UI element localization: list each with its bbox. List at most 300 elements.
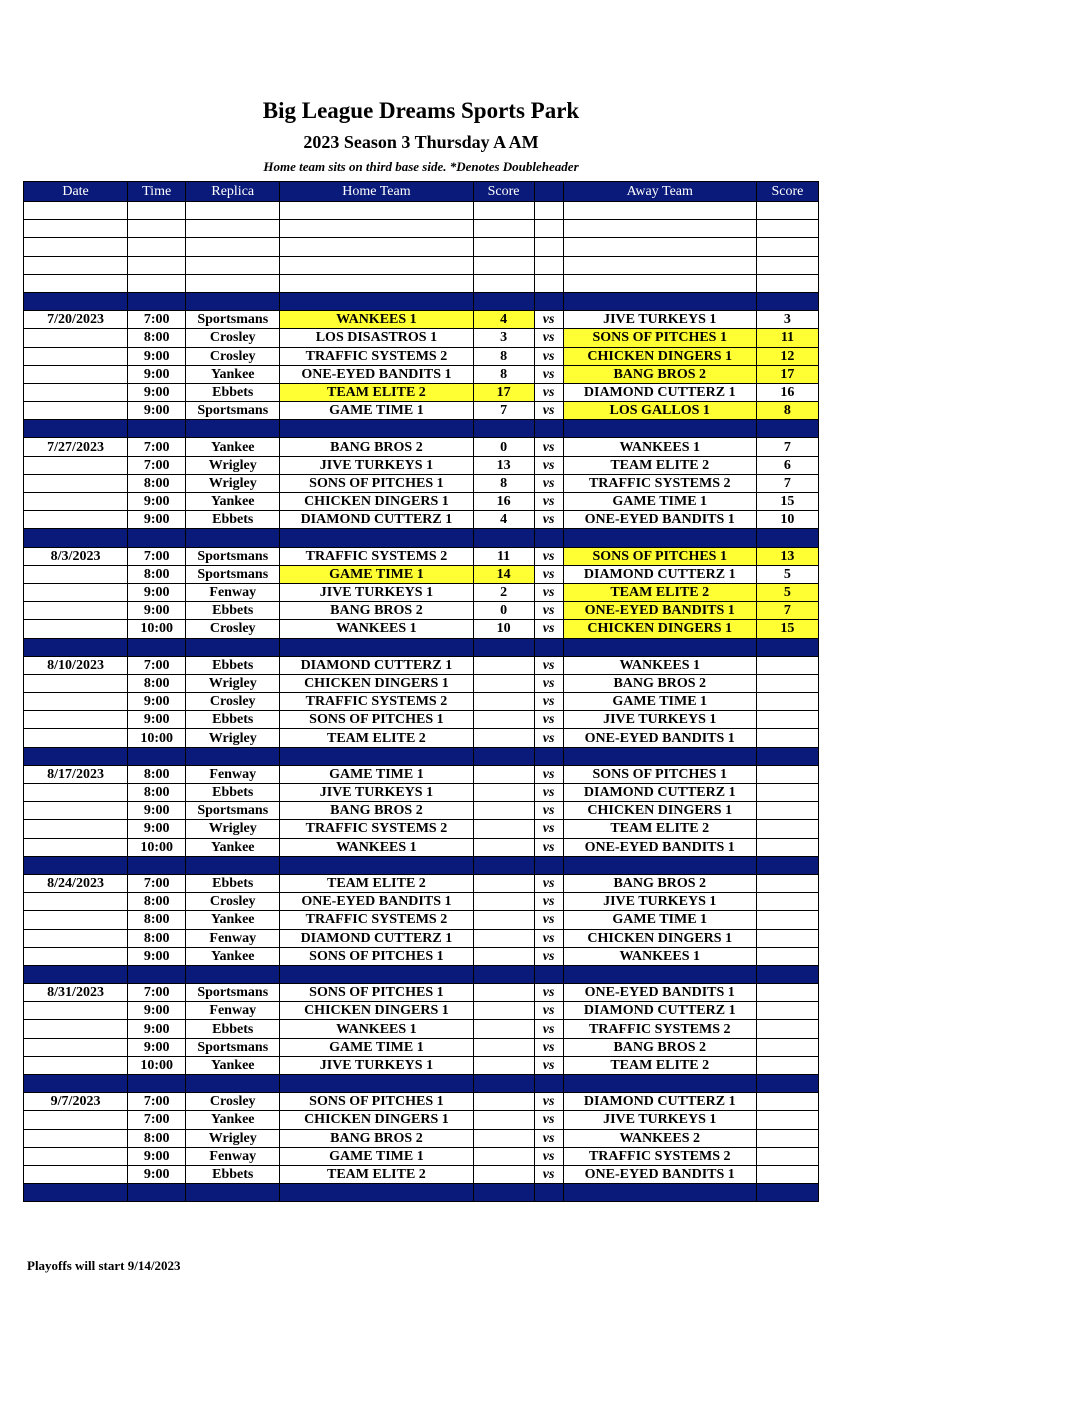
away-team-cell: LOS GALLOS 1	[563, 402, 756, 420]
game-row	[24, 347, 819, 365]
week-separator	[24, 292, 819, 310]
separator-cell	[563, 292, 756, 310]
separator-cell	[473, 529, 534, 547]
away-score-cell: 6	[756, 456, 818, 474]
date-cell	[24, 674, 128, 692]
replica-cell: Ebbets	[186, 1165, 280, 1183]
replica-cell: Crosley	[186, 329, 280, 347]
separator-cell	[24, 638, 128, 656]
away-score-cell: 17	[756, 365, 818, 383]
separator-cell	[280, 1184, 473, 1202]
blank-cell	[280, 256, 473, 274]
game-row	[24, 474, 819, 492]
replica-cell: Yankee	[186, 838, 280, 856]
home-score-cell	[473, 1056, 534, 1074]
away-score-cell	[756, 911, 818, 929]
date-cell	[24, 329, 128, 347]
home-score-cell	[473, 656, 534, 674]
separator-cell	[186, 747, 280, 765]
blank-cell	[473, 220, 534, 238]
separator-cell	[128, 420, 186, 438]
blank-cell	[473, 274, 534, 292]
replica-cell: Sportsmans	[186, 984, 280, 1002]
game-row	[24, 511, 819, 529]
replica-cell: Yankee	[186, 1111, 280, 1129]
away-team-cell: TEAM ELITE 2	[563, 583, 756, 601]
away-score-cell	[756, 893, 818, 911]
date-cell	[24, 711, 128, 729]
game-row	[24, 565, 819, 583]
separator-cell	[24, 856, 128, 874]
date-cell: 7/27/2023	[24, 438, 128, 456]
replica-cell: Yankee	[186, 911, 280, 929]
time-cell: 7:00	[128, 1111, 186, 1129]
game-row	[24, 893, 819, 911]
home-team-cell: CHICKEN DINGERS 1	[280, 674, 473, 692]
home-score-cell: 10	[473, 620, 534, 638]
replica-cell: Yankee	[186, 365, 280, 383]
date-cell	[24, 511, 128, 529]
home-score-cell	[473, 1147, 534, 1165]
separator-cell	[534, 965, 563, 983]
separator-cell	[473, 420, 534, 438]
time-cell: 8:00	[128, 784, 186, 802]
home-team-cell: WANKEES 1	[280, 311, 473, 329]
blank-cell	[563, 220, 756, 238]
away-score-cell	[756, 784, 818, 802]
away-score-cell	[756, 1147, 818, 1165]
separator-cell	[534, 638, 563, 656]
time-cell: 7:00	[128, 984, 186, 1002]
vs-cell: vs	[534, 311, 563, 329]
game-row	[24, 656, 819, 674]
separator-cell	[24, 747, 128, 765]
home-score-cell	[473, 911, 534, 929]
vs-cell: vs	[534, 911, 563, 929]
away-score-cell: 5	[756, 583, 818, 601]
home-score-cell	[473, 838, 534, 856]
home-score-cell: 0	[473, 602, 534, 620]
separator-cell	[534, 1184, 563, 1202]
game-row	[24, 765, 819, 783]
separator-cell	[563, 1184, 756, 1202]
game-row	[24, 1056, 819, 1074]
replica-cell: Fenway	[186, 929, 280, 947]
replica-cell: Crosley	[186, 893, 280, 911]
time-cell: 9:00	[128, 1002, 186, 1020]
date-cell	[24, 365, 128, 383]
blank-row	[24, 256, 819, 274]
playoffs-note: Playoffs will start 9/14/2023	[27, 1258, 181, 1273]
blank-cell	[756, 202, 818, 220]
replica-cell: Crosley	[186, 620, 280, 638]
vs-cell: vs	[534, 765, 563, 783]
away-score-cell	[756, 765, 818, 783]
time-cell: 9:00	[128, 583, 186, 601]
away-team-cell: JIVE TURKEYS 1	[563, 893, 756, 911]
col-home-score: Score	[473, 182, 534, 202]
date-cell	[24, 493, 128, 511]
separator-cell	[563, 420, 756, 438]
away-team-cell: BANG BROS 2	[563, 674, 756, 692]
away-team-cell: CHICKEN DINGERS 1	[563, 929, 756, 947]
vs-cell: vs	[534, 820, 563, 838]
blank-cell	[280, 238, 473, 256]
separator-cell	[756, 292, 818, 310]
away-team-cell: CHICKEN DINGERS 1	[563, 620, 756, 638]
vs-cell: vs	[534, 438, 563, 456]
replica-cell: Ebbets	[186, 1020, 280, 1038]
date-cell	[24, 929, 128, 947]
replica-cell: Wrigley	[186, 1129, 280, 1147]
vs-cell: vs	[534, 620, 563, 638]
vs-cell: vs	[534, 711, 563, 729]
page-subtitle: 2023 Season 3 Thursday A AM	[303, 132, 539, 152]
replica-cell: Ebbets	[186, 656, 280, 674]
replica-cell: Ebbets	[186, 383, 280, 401]
home-team-cell: TRAFFIC SYSTEMS 2	[280, 820, 473, 838]
replica-cell: Sportsmans	[186, 565, 280, 583]
home-score-cell	[473, 947, 534, 965]
separator-cell	[563, 965, 756, 983]
blank-cell	[24, 256, 128, 274]
replica-cell: Crosley	[186, 693, 280, 711]
replica-cell: Sportsmans	[186, 802, 280, 820]
home-score-cell: 2	[473, 583, 534, 601]
separator-cell	[756, 529, 818, 547]
home-team-cell: DIAMOND CUTTERZ 1	[280, 511, 473, 529]
away-team-cell: DIAMOND CUTTERZ 1	[563, 383, 756, 401]
vs-cell: vs	[534, 802, 563, 820]
week-separator	[24, 1184, 819, 1202]
date-cell	[24, 565, 128, 583]
replica-cell: Wrigley	[186, 729, 280, 747]
away-team-cell: TEAM ELITE 2	[563, 820, 756, 838]
time-cell: 7:00	[128, 438, 186, 456]
home-team-cell: TRAFFIC SYSTEMS 2	[280, 693, 473, 711]
time-cell: 9:00	[128, 820, 186, 838]
separator-cell	[186, 1075, 280, 1093]
vs-cell: vs	[534, 511, 563, 529]
away-team-cell: BANG BROS 2	[563, 365, 756, 383]
date-cell: 8/10/2023	[24, 656, 128, 674]
time-cell: 9:00	[128, 383, 186, 401]
game-row	[24, 1038, 819, 1056]
away-team-cell: WANKEES 2	[563, 1129, 756, 1147]
date-cell	[24, 1111, 128, 1129]
time-cell: 7:00	[128, 547, 186, 565]
away-team-cell: TEAM ELITE 2	[563, 1056, 756, 1074]
separator-cell	[24, 292, 128, 310]
away-team-cell: SONS OF PITCHES 1	[563, 547, 756, 565]
home-team-cell: JIVE TURKEYS 1	[280, 784, 473, 802]
home-score-cell	[473, 1020, 534, 1038]
separator-cell	[563, 856, 756, 874]
home-score-cell	[473, 984, 534, 1002]
away-team-cell: WANKEES 1	[563, 656, 756, 674]
date-cell	[24, 1129, 128, 1147]
date-cell: 7/20/2023	[24, 311, 128, 329]
away-score-cell	[756, 711, 818, 729]
separator-cell	[128, 856, 186, 874]
away-team-cell: BANG BROS 2	[563, 874, 756, 892]
game-row	[24, 820, 819, 838]
separator-cell	[128, 529, 186, 547]
time-cell: 10:00	[128, 1056, 186, 1074]
blank-cell	[563, 274, 756, 292]
home-team-cell: BANG BROS 2	[280, 602, 473, 620]
col-time: Time	[128, 182, 186, 202]
date-cell: 8/31/2023	[24, 984, 128, 1002]
away-team-cell: DIAMOND CUTTERZ 1	[563, 1002, 756, 1020]
separator-cell	[280, 1075, 473, 1093]
replica-cell: Wrigley	[186, 820, 280, 838]
away-team-cell: CHICKEN DINGERS 1	[563, 802, 756, 820]
away-team-cell: GAME TIME 1	[563, 693, 756, 711]
week-separator	[24, 856, 819, 874]
week-separator	[24, 965, 819, 983]
home-score-cell: 8	[473, 474, 534, 492]
away-team-cell: SONS OF PITCHES 1	[563, 329, 756, 347]
date-cell	[24, 693, 128, 711]
week-separator	[24, 638, 819, 656]
date-cell: 9/7/2023	[24, 1093, 128, 1111]
date-cell: 8/24/2023	[24, 874, 128, 892]
time-cell: 7:00	[128, 874, 186, 892]
away-score-cell	[756, 1111, 818, 1129]
time-cell: 9:00	[128, 511, 186, 529]
vs-cell: vs	[534, 729, 563, 747]
col-away-team: Away Team	[563, 182, 756, 202]
date-cell	[24, 1020, 128, 1038]
home-score-cell: 7	[473, 402, 534, 420]
date-cell	[24, 602, 128, 620]
separator-cell	[563, 529, 756, 547]
home-team-cell: DIAMOND CUTTERZ 1	[280, 929, 473, 947]
separator-cell	[756, 420, 818, 438]
home-score-cell	[473, 1038, 534, 1056]
away-score-cell: 7	[756, 474, 818, 492]
separator-cell	[534, 856, 563, 874]
home-team-cell: GAME TIME 1	[280, 1147, 473, 1165]
separator-cell	[186, 529, 280, 547]
vs-cell: vs	[534, 383, 563, 401]
blank-cell	[24, 238, 128, 256]
week-separator	[24, 747, 819, 765]
date-cell	[24, 402, 128, 420]
vs-cell: vs	[534, 547, 563, 565]
home-team-cell: CHICKEN DINGERS 1	[280, 1002, 473, 1020]
home-score-cell	[473, 729, 534, 747]
date-cell	[24, 383, 128, 401]
home-team-cell: GAME TIME 1	[280, 402, 473, 420]
vs-cell: vs	[534, 1147, 563, 1165]
home-team-cell: GAME TIME 1	[280, 565, 473, 583]
time-cell: 8:00	[128, 765, 186, 783]
date-cell: 8/17/2023	[24, 765, 128, 783]
away-team-cell: ONE-EYED BANDITS 1	[563, 838, 756, 856]
replica-cell: Yankee	[186, 493, 280, 511]
date-cell	[24, 911, 128, 929]
vs-cell: vs	[534, 893, 563, 911]
away-team-cell: ONE-EYED BANDITS 1	[563, 1165, 756, 1183]
vs-cell: vs	[534, 602, 563, 620]
blank-row	[24, 238, 819, 256]
separator-cell	[280, 529, 473, 547]
vs-cell: vs	[534, 1002, 563, 1020]
time-cell: 8:00	[128, 565, 186, 583]
replica-cell: Crosley	[186, 347, 280, 365]
blank-cell	[756, 256, 818, 274]
game-row	[24, 1093, 819, 1111]
time-cell: 9:00	[128, 1020, 186, 1038]
time-cell: 9:00	[128, 1165, 186, 1183]
separator-cell	[186, 638, 280, 656]
replica-cell: Ebbets	[186, 874, 280, 892]
home-score-cell	[473, 784, 534, 802]
blank-cell	[473, 238, 534, 256]
separator-cell	[280, 292, 473, 310]
separator-cell	[24, 965, 128, 983]
date-cell	[24, 802, 128, 820]
separator-cell	[756, 747, 818, 765]
vs-cell: vs	[534, 1111, 563, 1129]
home-team-cell: TEAM ELITE 2	[280, 874, 473, 892]
blank-cell	[280, 202, 473, 220]
home-score-cell	[473, 802, 534, 820]
game-row	[24, 911, 819, 929]
blank-cell	[128, 274, 186, 292]
game-row	[24, 602, 819, 620]
separator-cell	[534, 292, 563, 310]
away-score-cell	[756, 1002, 818, 1020]
schedule-table	[23, 181, 819, 1202]
home-team-cell: SONS OF PITCHES 1	[280, 711, 473, 729]
home-team-cell: SONS OF PITCHES 1	[280, 947, 473, 965]
game-row	[24, 1165, 819, 1183]
col-home-team: Home Team	[280, 182, 473, 202]
away-score-cell	[756, 874, 818, 892]
away-score-cell: 3	[756, 311, 818, 329]
away-team-cell: CHICKEN DINGERS 1	[563, 347, 756, 365]
blank-cell	[24, 220, 128, 238]
blank-cell	[563, 256, 756, 274]
game-row	[24, 929, 819, 947]
game-row	[24, 329, 819, 347]
blank-cell	[186, 256, 280, 274]
separator-cell	[534, 1075, 563, 1093]
away-team-cell: GAME TIME 1	[563, 911, 756, 929]
date-cell	[24, 474, 128, 492]
separator-cell	[186, 1184, 280, 1202]
away-score-cell	[756, 984, 818, 1002]
replica-cell: Fenway	[186, 765, 280, 783]
home-team-cell: GAME TIME 1	[280, 1038, 473, 1056]
separator-cell	[280, 420, 473, 438]
game-row	[24, 383, 819, 401]
replica-cell: Fenway	[186, 583, 280, 601]
vs-cell: vs	[534, 984, 563, 1002]
separator-cell	[756, 1075, 818, 1093]
vs-cell: vs	[534, 1056, 563, 1074]
away-score-cell	[756, 838, 818, 856]
blank-cell	[534, 238, 563, 256]
separator-cell	[186, 965, 280, 983]
separator-cell	[473, 1075, 534, 1093]
game-row	[24, 711, 819, 729]
away-team-cell: ONE-EYED BANDITS 1	[563, 729, 756, 747]
home-score-cell: 4	[473, 311, 534, 329]
replica-cell: Sportsmans	[186, 1038, 280, 1056]
time-cell: 7:00	[128, 311, 186, 329]
vs-cell: vs	[534, 1129, 563, 1147]
separator-cell	[473, 1184, 534, 1202]
vs-cell: vs	[534, 402, 563, 420]
game-row	[24, 838, 819, 856]
home-team-cell: GAME TIME 1	[280, 765, 473, 783]
home-team-cell: CHICKEN DINGERS 1	[280, 493, 473, 511]
home-team-cell: TRAFFIC SYSTEMS 2	[280, 911, 473, 929]
home-team-cell: CHICKEN DINGERS 1	[280, 1111, 473, 1129]
time-cell: 9:00	[128, 1038, 186, 1056]
time-cell: 9:00	[128, 711, 186, 729]
vs-cell: vs	[534, 1093, 563, 1111]
away-score-cell: 13	[756, 547, 818, 565]
time-cell: 7:00	[128, 656, 186, 674]
date-cell	[24, 838, 128, 856]
home-team-cell: BANG BROS 2	[280, 802, 473, 820]
home-score-cell: 16	[473, 493, 534, 511]
home-team-cell: WANKEES 1	[280, 620, 473, 638]
separator-cell	[280, 965, 473, 983]
away-score-cell: 7	[756, 602, 818, 620]
time-cell: 7:00	[128, 456, 186, 474]
away-score-cell: 11	[756, 329, 818, 347]
date-cell	[24, 784, 128, 802]
date-cell	[24, 893, 128, 911]
blank-row	[24, 274, 819, 292]
header-row	[24, 182, 819, 202]
away-team-cell: JIVE TURKEYS 1	[563, 311, 756, 329]
replica-cell: Fenway	[186, 1002, 280, 1020]
away-score-cell	[756, 1056, 818, 1074]
separator-cell	[534, 747, 563, 765]
blank-row	[24, 202, 819, 220]
vs-cell: vs	[534, 1038, 563, 1056]
vs-cell: vs	[534, 365, 563, 383]
away-team-cell: DIAMOND CUTTERZ 1	[563, 784, 756, 802]
time-cell: 8:00	[128, 1129, 186, 1147]
date-cell	[24, 347, 128, 365]
date-cell	[24, 1038, 128, 1056]
page-note: Home team sits on third base side. *Denotes Doubleheader	[263, 159, 579, 174]
blank-cell	[473, 256, 534, 274]
home-score-cell	[473, 1111, 534, 1129]
date-cell	[24, 1002, 128, 1020]
blank-cell	[128, 202, 186, 220]
time-cell: 9:00	[128, 347, 186, 365]
game-row	[24, 784, 819, 802]
vs-cell: vs	[534, 874, 563, 892]
home-score-cell	[473, 1129, 534, 1147]
home-score-cell	[473, 711, 534, 729]
vs-cell: vs	[534, 693, 563, 711]
separator-cell	[756, 965, 818, 983]
time-cell: 8:00	[128, 474, 186, 492]
replica-cell: Wrigley	[186, 474, 280, 492]
replica-cell: Yankee	[186, 438, 280, 456]
time-cell: 8:00	[128, 911, 186, 929]
